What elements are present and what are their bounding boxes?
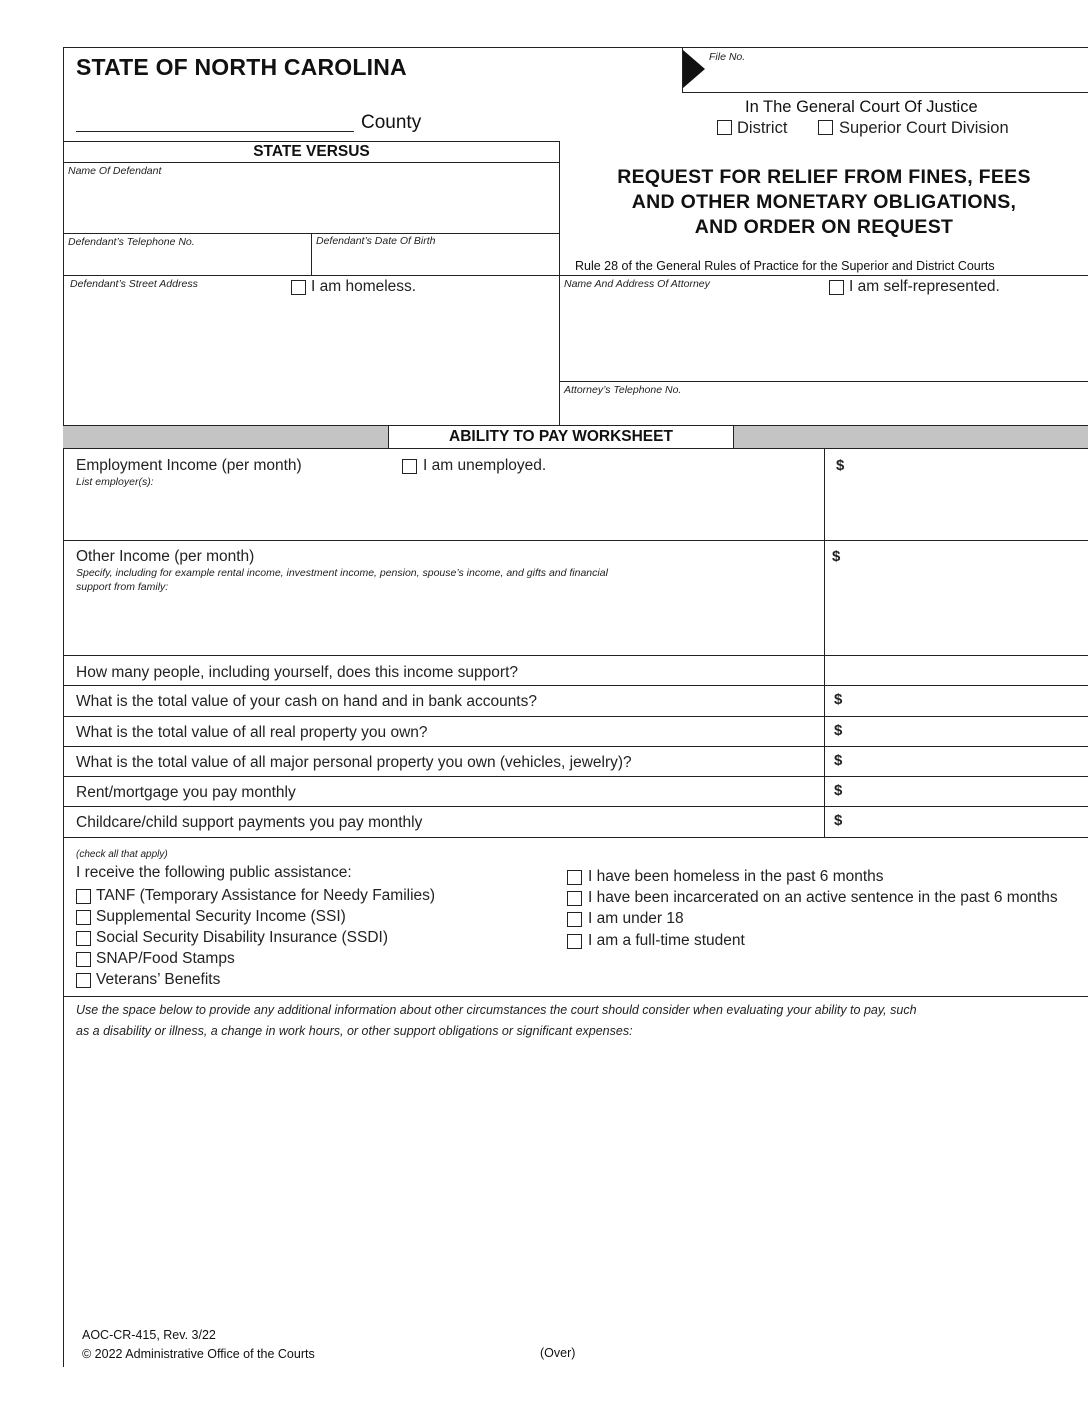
left-border — [63, 47, 64, 1367]
self-represented-checkbox[interactable] — [829, 280, 844, 295]
rent-input[interactable] — [850, 783, 1072, 803]
rent-question: Rent/mortgage you pay monthly — [76, 784, 296, 801]
county-label: County — [361, 112, 422, 133]
veterans-label: Veterans’ Benefits — [96, 971, 221, 988]
court-label: In The General Court Of Justice — [745, 98, 978, 116]
copyright: © 2022 Administrative Office of the Courts — [82, 1347, 315, 1361]
childcare-dollar-sign: $ — [834, 812, 843, 829]
snap-label: SNAP/Food Stamps — [96, 950, 235, 967]
cash-dollar-sign: $ — [834, 691, 843, 708]
top-border — [63, 47, 1088, 48]
defendant-address-label: Defendant’s Street Address — [70, 278, 198, 290]
state-versus-underline — [63, 162, 560, 163]
unemployed-checkbox[interactable] — [402, 459, 417, 474]
defendant-address-input[interactable] — [70, 300, 550, 415]
q1-divider — [63, 685, 1088, 686]
superior-label: Superior Court Division — [839, 119, 1009, 137]
file-box-bottom — [682, 92, 1088, 93]
student-label: I am a full-time student — [588, 932, 745, 949]
amount-column-divider — [824, 449, 825, 838]
people-supported-input[interactable] — [836, 662, 1072, 682]
real-property-input[interactable] — [850, 723, 1072, 743]
phone-dob-divider — [311, 233, 312, 275]
homeless-past-checkbox[interactable] — [567, 870, 582, 885]
file-no-label: File No. — [709, 51, 746, 63]
defendant-telephone-label: Defendant’s Telephone No. — [68, 236, 195, 248]
form-title-line3: AND ORDER ON REQUEST — [694, 216, 954, 238]
employment-dollar-sign: $ — [836, 457, 845, 474]
attorney-telephone-input[interactable] — [566, 400, 1076, 420]
other-income-divider — [63, 655, 1088, 656]
assistance-intro: I receive the following public assistance: — [76, 864, 352, 881]
superior-checkbox[interactable] — [818, 120, 833, 135]
assistance-divider — [63, 996, 1088, 997]
other-income-input[interactable] — [78, 598, 813, 648]
other-income-hint-2: support from family: — [76, 581, 169, 593]
attorney-name-label: Name And Address Of Attorney — [564, 278, 710, 290]
student-checkbox[interactable] — [567, 934, 582, 949]
form-title — [560, 165, 1088, 240]
homeless-label: I am homeless. — [311, 278, 417, 295]
cash-question: What is the total value of your cash on hand and in bank accounts? — [76, 693, 537, 710]
additional-info-line2: as a disability or illness, a change in work hours, or other support obligations or significant expenses: — [76, 1024, 633, 1038]
personal-property-question: What is the total value of all major personal property you own (vehicles, jewelry)? — [76, 754, 632, 771]
other-income-amount-input[interactable] — [848, 548, 1072, 568]
real-property-dollar-sign: $ — [834, 722, 843, 739]
rule-text: Rule 28 of the General Rules of Practice for the Superior and District Courts — [575, 259, 995, 273]
q5-divider — [63, 806, 1088, 807]
phone-divider — [63, 275, 560, 276]
ssi-checkbox[interactable] — [76, 910, 91, 925]
homeless-checkbox[interactable] — [291, 280, 306, 295]
district-label: District — [737, 119, 788, 137]
other-income-hint-1: Specify, including for example rental income, investment income, pension, spouse’s income, and gifts and financial — [76, 567, 608, 579]
additional-info-input[interactable] — [78, 1046, 1068, 1311]
self-represented-label: I am self-represented. — [849, 278, 1000, 295]
check-all-note: (check all that apply) — [76, 849, 168, 860]
tanf-checkbox[interactable] — [76, 889, 91, 904]
defendant-name-label: Name Of Defendant — [68, 165, 162, 177]
personal-property-input[interactable] — [850, 753, 1072, 773]
ssdi-checkbox[interactable] — [76, 931, 91, 946]
employment-divider — [63, 540, 1088, 541]
employment-income-label: Employment Income (per month) — [76, 457, 302, 474]
state-title: STATE OF NORTH CAROLINA — [76, 54, 407, 80]
arrow-icon — [683, 50, 705, 88]
form-number: AOC-CR-415, Rev. 3/22 — [82, 1328, 216, 1342]
worksheet-title: ABILITY TO PAY WORKSHEET — [388, 425, 734, 449]
employers-input[interactable] — [78, 492, 813, 534]
personal-property-dollar-sign: $ — [834, 752, 843, 769]
attorney-telephone-label: Attorney’s Telephone No. — [564, 384, 682, 396]
attorney-name-input[interactable] — [566, 300, 1076, 374]
form-title-line1: REQUEST FOR RELIEF FROM FINES, FEES — [617, 166, 1031, 188]
defendant-dob-input[interactable] — [318, 252, 553, 272]
homeless-past-label: I have been homeless in the past 6 months — [588, 868, 884, 885]
header-divider — [63, 141, 560, 142]
people-supported-question: How many people, including yourself, does this income support? — [76, 664, 518, 681]
childcare-input[interactable] — [850, 813, 1072, 833]
employers-hint: List employer(s): — [76, 476, 154, 488]
real-property-question: What is the total value of all real property you own? — [76, 724, 428, 741]
county-input[interactable] — [78, 108, 352, 130]
form-title-line2: AND OTHER MONETARY OBLIGATIONS, — [631, 191, 1017, 213]
state-versus-title: STATE VERSUS — [253, 143, 370, 160]
tanf-label: TANF (Temporary Assistance for Needy Families) — [96, 887, 436, 904]
defendant-dob-label: Defendant’s Date Of Birth — [316, 235, 436, 247]
q3-divider — [63, 746, 1088, 747]
q4-divider — [63, 776, 1088, 777]
rent-dollar-sign: $ — [834, 782, 843, 799]
unemployed-label: I am unemployed. — [423, 457, 547, 474]
cash-input[interactable] — [850, 692, 1072, 712]
defendant-name-input[interactable] — [70, 190, 550, 218]
snap-checkbox[interactable] — [76, 952, 91, 967]
attorney-divider — [559, 381, 1088, 382]
employment-income-input[interactable] — [852, 457, 1072, 477]
district-checkbox[interactable] — [717, 120, 732, 135]
county-underline — [76, 131, 354, 132]
other-income-label: Other Income (per month) — [76, 548, 255, 565]
under-18-checkbox[interactable] — [567, 912, 582, 927]
under-18-label: I am under 18 — [588, 910, 684, 927]
over-note: (Over) — [540, 1346, 576, 1360]
defendant-telephone-input[interactable] — [70, 252, 305, 272]
q6-divider — [63, 837, 1088, 838]
file-no-input[interactable] — [712, 66, 1072, 88]
other-income-dollar-sign: $ — [832, 548, 841, 565]
incarcerated-checkbox[interactable] — [567, 891, 582, 906]
ssdi-label: Social Security Disability Insurance (SSDI) — [96, 929, 389, 946]
veterans-checkbox[interactable] — [76, 973, 91, 988]
rule-divider — [559, 275, 1088, 276]
ssi-label: Supplemental Security Income (SSI) — [96, 908, 346, 925]
additional-info-line1: Use the space below to provide any additional information about other circumstances the court should consider when evaluating your ability to pay, such — [76, 1003, 917, 1017]
q2-divider — [63, 716, 1088, 717]
incarcerated-label: I have been incarcerated on an active sentence in the past 6 months — [588, 889, 1058, 906]
childcare-question: Childcare/child support payments you pay monthly — [76, 814, 423, 831]
